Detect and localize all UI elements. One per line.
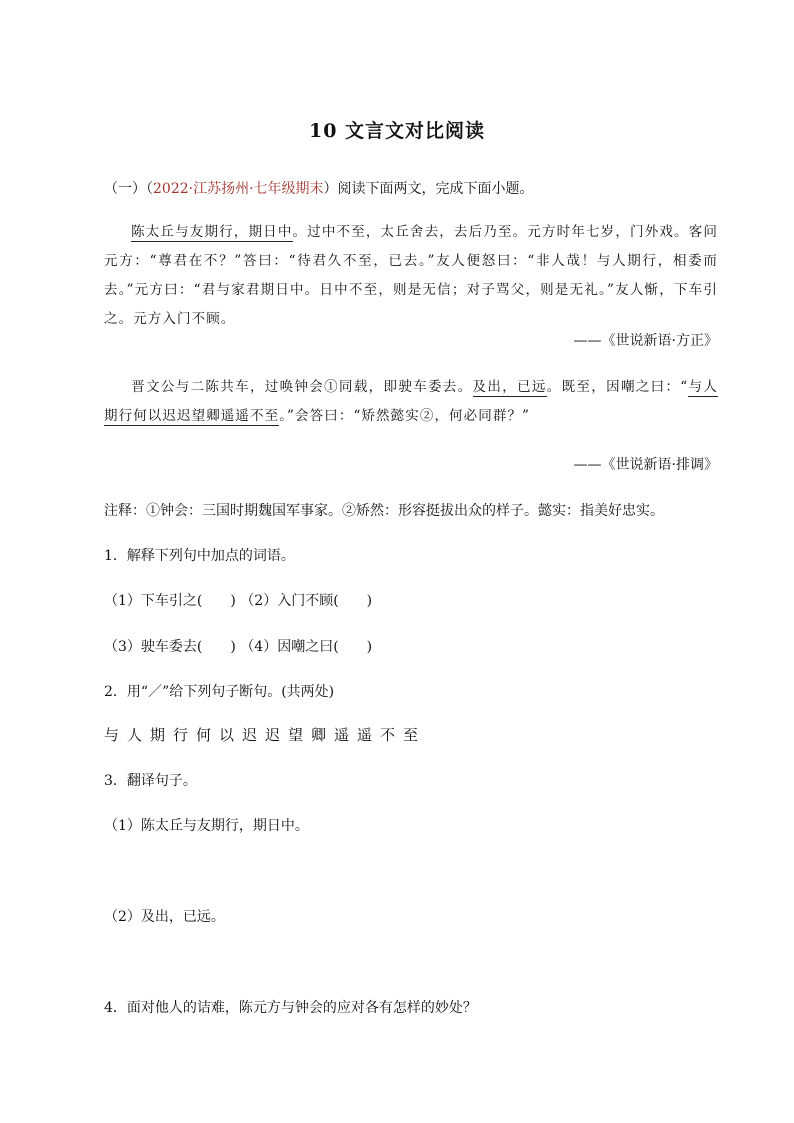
passage-two	[104, 373, 718, 431]
section-prefix: （一）（	[104, 181, 153, 197]
passage-two-part2: 。既至，因嘲之曰：“	[546, 379, 689, 395]
question-2-sentence: 与人期行何以迟迟望卿遥遥不至	[104, 726, 427, 744]
source-link[interactable]: 2022·江苏扬州·七年级期末	[153, 181, 324, 197]
attribution-one: ——《世说新语·方正》	[573, 333, 718, 349]
attribution-two: ——《世说新语·排调》	[573, 457, 718, 473]
document-title: 10 文言文对比阅读	[308, 120, 486, 142]
underlined-sentence: 与人期行何以迟迟望卿遥遥不至	[104, 379, 718, 424]
passage-two-part3: 。”会答曰：“矫然懿实②，何必同群？”	[279, 408, 531, 424]
question-2-stem: 2．用“／”给下列句子断句。(共两处)	[104, 684, 335, 700]
underlined-phrase: 及出，已远	[472, 379, 547, 395]
item-3-label: （3）驶车委去(	[104, 639, 203, 655]
item-2-label: ) （2）入门不顾(	[230, 593, 339, 609]
question-3-item-1: （1）陈太丘与友期行，期日中。	[104, 818, 309, 834]
question-1-row-2	[104, 636, 372, 656]
close-paren: )	[366, 593, 373, 609]
question-4-stem: 4．面对他人的诘难，陈元方与钟会的应对各有怎样的妙处？	[104, 1000, 477, 1016]
section-instruction: ）阅读下面两文，完成下面小题。	[323, 181, 534, 197]
question-1-row-1	[104, 590, 372, 610]
item-4-label: ) （4）因嘲之曰(	[230, 639, 339, 655]
passage-one-text: 。过中不至，太丘舍去，去后乃至。元方时年七岁，门外戏。客问元方：“尊君在不？”答曰：“待君久不至，已去。”友人便怒曰：“非人哉！与人期行，相委而去。”元方曰：“君与家君期日中。日中不至，则是无信；对子骂父，则是无礼。”友人惭，下车引之。元方入门不顾。	[104, 224, 718, 327]
item-1-label: （1）下车引之(	[104, 593, 203, 609]
section-heading	[104, 178, 534, 198]
underlined-sentence: 陈太丘与友期行，期日中	[131, 224, 293, 240]
question-1-stem: 1．解释下列句中加点的词语。	[104, 548, 295, 564]
question-3-item-2: （2）及出，已远。	[104, 909, 225, 925]
notes: 注释：①钟会：三国时期魏国军事家。②矫然：形容挺拔出众的样子。懿实：指美好忠实。	[104, 503, 664, 519]
passage-one	[104, 218, 718, 334]
passage-two-part1: 晋文公与二陈共车，过唤钟会①同载，即驶车委去。	[131, 379, 473, 395]
close-paren: )	[366, 639, 373, 655]
question-3-stem: 3．翻译句子。	[104, 773, 197, 789]
